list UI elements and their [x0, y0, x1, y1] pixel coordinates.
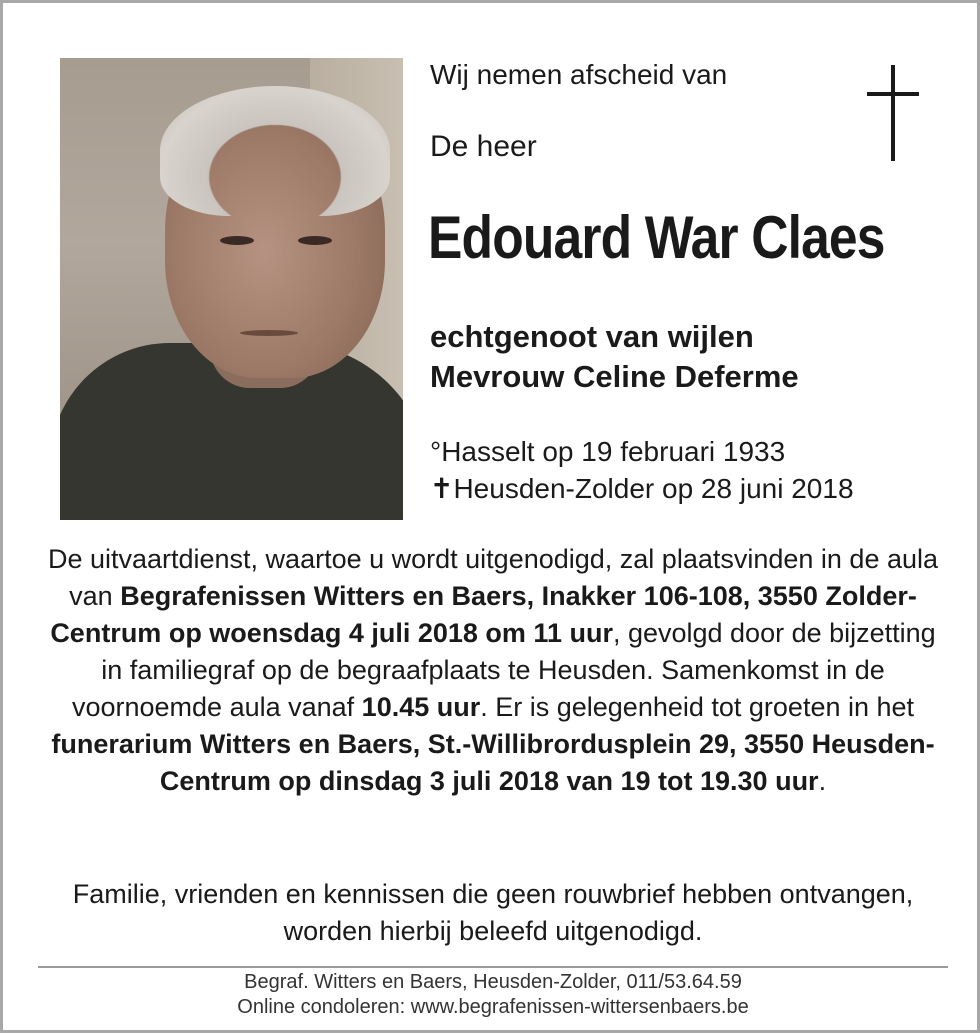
spouse-block: [430, 317, 799, 397]
funeral-home-contact: Begraf. Witters en Baers, Heusden-Zolder, 011/53.64.59: [244, 971, 742, 993]
deceased-name: Edouard War Claes: [428, 204, 885, 271]
service-text-2: , gevolgd door de bijzetting in familiegraf op de begraafplaats te Heusden. Samenkomst in de voornoemde aula vanaf: [71, 618, 936, 722]
photo-eye-right: [298, 236, 332, 245]
service-text-1: De uitvaartdienst, waartoe u wordt uitgenodigd, zal plaatsvinden in de aula van: [47, 544, 939, 611]
birth-date: °Hasselt op 19 februari 1933: [430, 436, 786, 467]
dates-block: [430, 433, 854, 507]
online-condolence-link[interactable]: Online condoleren: www.begrafenissen-wittersenbaers.be: [237, 996, 749, 1018]
spouse-line-1: echtgenoot van wijlen: [430, 319, 754, 354]
service-venue: Begrafenissen Witters en Baers, Inakker 106-108, 3550 Zolder-Centrum op woensdag 4 juli 2018 om 11 uur: [50, 581, 917, 648]
invitation-note: Familie, vrienden en kennissen die geen rouwbrief hebben ontvangen, worden hierbij beleefd uitgenodigd.: [72, 879, 914, 946]
footer: [43, 970, 943, 1020]
photo-eye-left: [220, 236, 254, 245]
portrait-photo: [60, 58, 403, 520]
intro-text: Wij nemen afscheid van: [430, 59, 728, 90]
photo-mouth: [240, 330, 298, 336]
cross-icon: [863, 65, 923, 161]
death-date: ✝Heusden-Zolder op 28 juni 2018: [430, 473, 854, 504]
service-text-3: . Er is gelegenheid tot groeten in het: [480, 692, 915, 722]
photo-hair: [160, 86, 390, 216]
footer-divider: [38, 966, 948, 968]
honorific: De heer: [430, 130, 537, 163]
spouse-line-2: Mevrouw Celine Deferme: [430, 359, 799, 394]
service-text-4: .: [818, 766, 827, 796]
visitation-details: funerarium Witters en Baers, St.-Willibrordusplein 29, 3550 Heusden-Centrum op dinsdag 3 juli 2018 van 19 tot 19.30 uur: [51, 729, 935, 796]
meeting-time: 10.45 uur: [361, 692, 481, 722]
service-paragraph: [43, 541, 943, 800]
